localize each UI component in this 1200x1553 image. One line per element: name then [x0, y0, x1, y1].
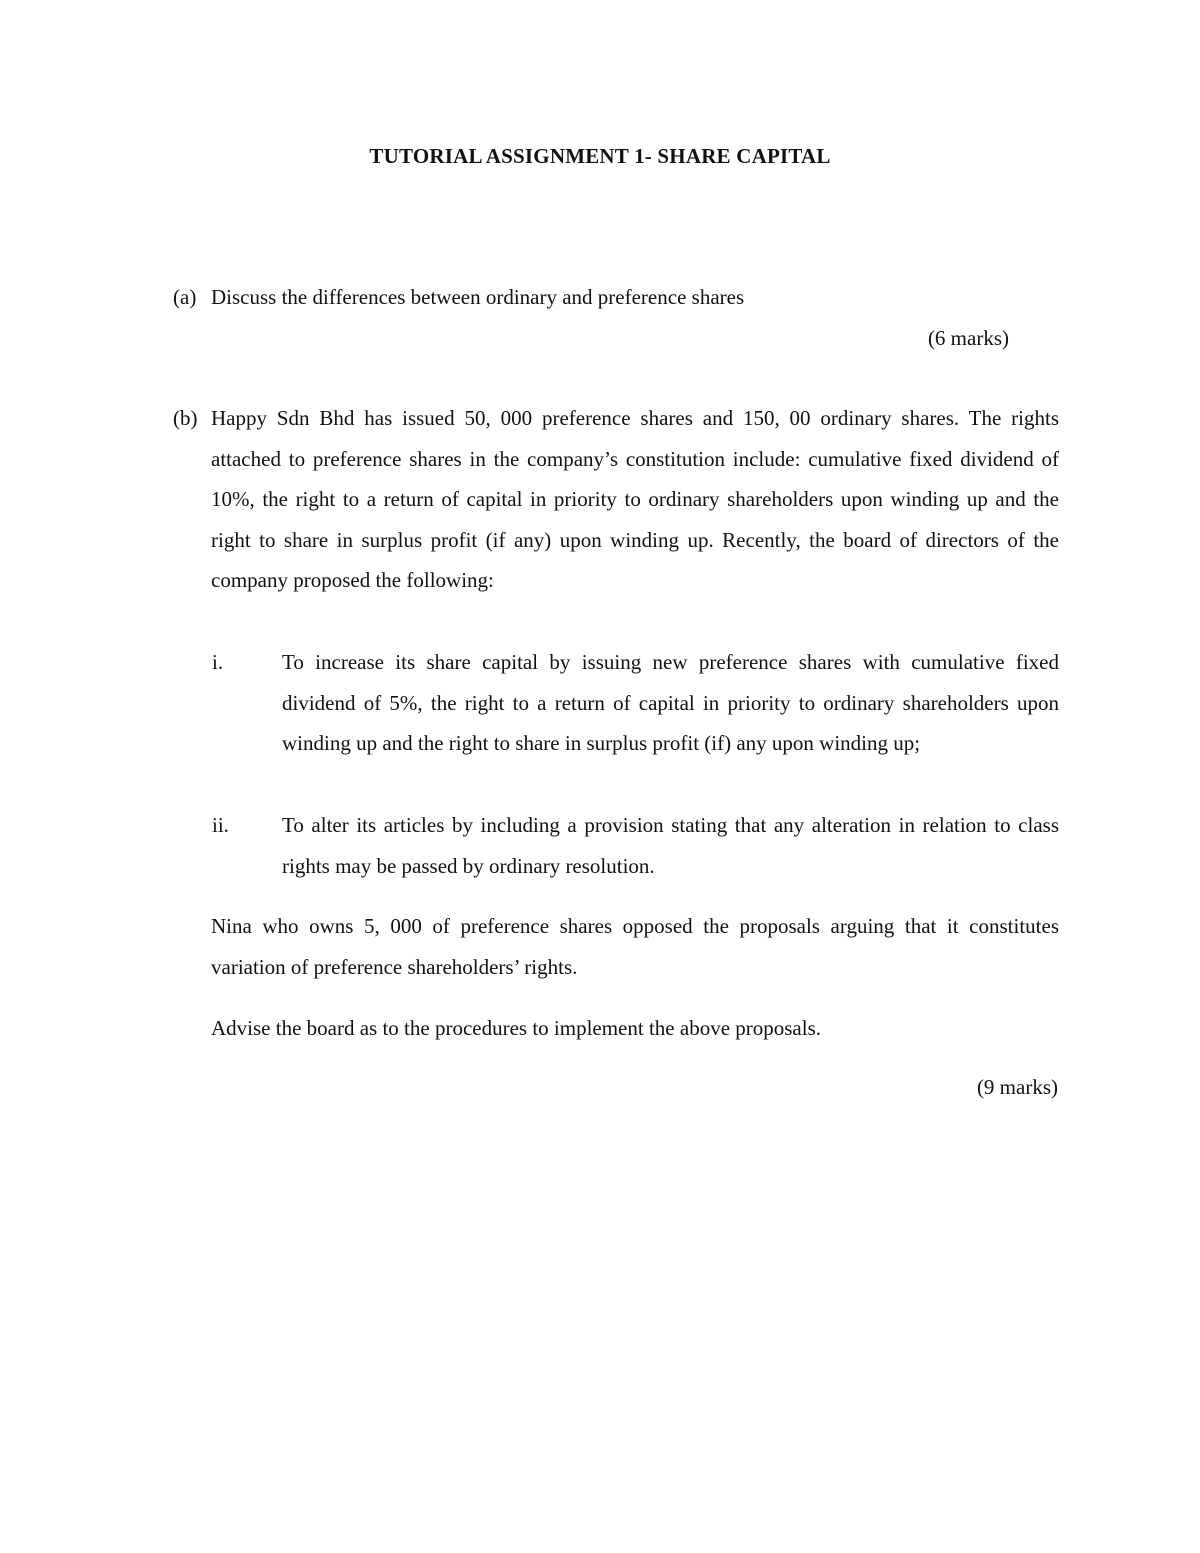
nina-paragraph: Nina who owns 5, 000 of preference shares opposed the proposals arguing that it constitutes variation of preference shareholders’ rights. — [211, 914, 1059, 979]
question-a-marks: (6 marks) — [927, 326, 1009, 350]
question-b-label: (b) — [173, 406, 198, 430]
advise-instruction: Advise the board as to the procedures to implement the above proposals. — [211, 1016, 822, 1040]
question-b-text: Happy Sdn Bhd has issued 50, 000 preference shares and 150, 00 ordinary shares. The rights attached to preference shares in the company’s constitution include: cumulative fixed dividend of 10%, the right to a return of capital in priority to ordinary shareholders upon winding up and the right to share in surplus profit (if any) upon winding up. Recently, the board of directors of the company proposed the following: — [211, 406, 1059, 593]
proposal-numeral: ii. — [212, 813, 229, 837]
question-a-label: (a) — [173, 285, 197, 309]
page-title: TUTORIAL ASSIGNMENT 1- SHARE CAPITAL — [369, 144, 831, 168]
proposal-text: To increase its share capital by issuing new preference shares with cumulative fixed dividend of 5%, the right to a return of capital in priority to ordinary shareholders upon winding up and the right to share in surplus profit (if) any upon winding up; — [282, 650, 1059, 756]
proposal-text: To alter its articles by including a provision stating that any alteration in relation to class rights may be passed by ordinary resolution. — [282, 813, 1059, 878]
proposal-numeral: i. — [212, 650, 224, 674]
question-a-text: Discuss the differences between ordinary and preference shares — [211, 285, 745, 309]
question-b-marks: (9 marks) — [976, 1075, 1058, 1099]
